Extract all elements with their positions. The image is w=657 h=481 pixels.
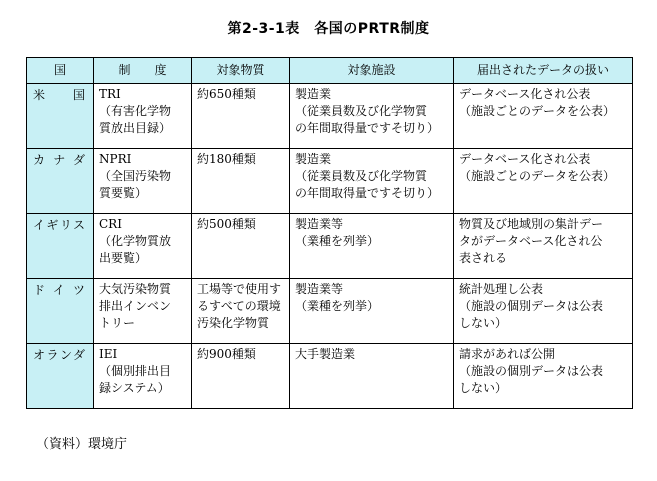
data-handling-cell: データベース化され公表 （施設ごとのデータを公表） bbox=[454, 84, 633, 149]
facilities-cell: 製造業等 （業種を列挙） bbox=[290, 214, 454, 279]
table-row bbox=[27, 149, 633, 214]
country-cell: オランダ bbox=[27, 344, 94, 409]
data-handling-cell: 物質及び地域別の集計デー タがデータベース化され公 表される bbox=[454, 214, 633, 279]
source-note: （資料）環境庁 bbox=[36, 437, 128, 452]
header-country: 国 bbox=[27, 58, 94, 84]
header-substances: 対象物質 bbox=[192, 58, 290, 84]
table-title: 第2-3-1表 各国のPRTR制度 bbox=[227, 21, 430, 37]
table-row bbox=[27, 84, 633, 149]
table-header-row bbox=[27, 58, 633, 84]
system-cell: NPRI （全国汚染物 質要覧） bbox=[94, 149, 192, 214]
data-handling-cell: 統計処理し公表 （施設の個別データは公表 しない） bbox=[454, 279, 633, 344]
substances-cell: 約650種類 bbox=[192, 84, 290, 149]
system-cell: CRI （化学物質放 出要覧） bbox=[94, 214, 192, 279]
system-cell: IEI （個別排出目 録システム） bbox=[94, 344, 192, 409]
header-data-handling: 届出されたデータの扱い bbox=[454, 58, 633, 84]
header-facilities: 対象施設 bbox=[290, 58, 454, 84]
header-system: 制 度 bbox=[94, 58, 192, 84]
table-row bbox=[27, 344, 633, 409]
table-row bbox=[27, 279, 633, 344]
country-cell: 米 国 bbox=[27, 84, 94, 149]
facilities-cell: 大手製造業 bbox=[290, 344, 454, 409]
country-cell: ドイツ bbox=[27, 279, 94, 344]
data-handling-cell: 請求があれば公開 （施設の個別データは公表 しない） bbox=[454, 344, 633, 409]
prtr-table bbox=[26, 57, 633, 409]
system-cell: 大気汚染物質 排出インベン トリー bbox=[94, 279, 192, 344]
facilities-cell: 製造業 （従業員数及び化学物質 の年間取得量ですそ切り） bbox=[290, 84, 454, 149]
facilities-cell: 製造業等 （業種を列挙） bbox=[290, 279, 454, 344]
substances-cell: 約500種類 bbox=[192, 214, 290, 279]
facilities-cell: 製造業 （従業員数及び化学物質 の年間取得量ですそ切り） bbox=[290, 149, 454, 214]
table-row bbox=[27, 214, 633, 279]
substances-cell: 約900種類 bbox=[192, 344, 290, 409]
country-cell: イギリス bbox=[27, 214, 94, 279]
substances-cell: 約180種類 bbox=[192, 149, 290, 214]
data-handling-cell: データベース化され公表 （施設ごとのデータを公表） bbox=[454, 149, 633, 214]
system-cell: TRI （有害化学物 質放出目録） bbox=[94, 84, 192, 149]
country-cell: カナダ bbox=[27, 149, 94, 214]
substances-cell: 工場等で使用す るすべての環境 汚染化学物質 bbox=[192, 279, 290, 344]
